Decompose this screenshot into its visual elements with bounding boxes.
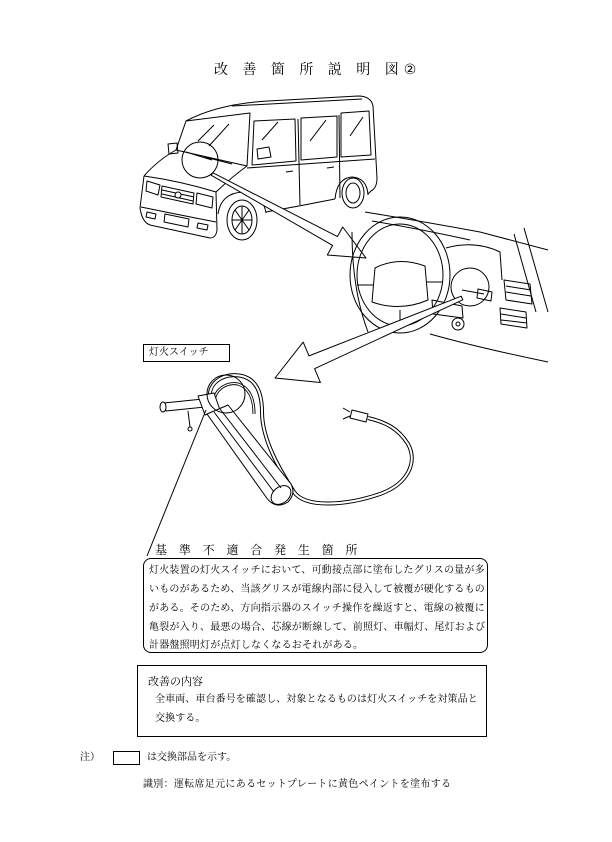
- van-illustration: [140, 96, 377, 240]
- van-sliding-door-window: [301, 116, 337, 160]
- van-wipers: [186, 152, 232, 164]
- defect-text-line: がある。そのため、方向指示器のスイッチ操作を繰返すと、電線の被覆に: [149, 603, 485, 614]
- van-front-face: [140, 176, 217, 238]
- arrow-dashboard-to-switch: [275, 296, 463, 382]
- defect-location-heading: 基 準 不 適 合 発 生 箇 所: [155, 543, 362, 557]
- van-window-glare-lines: [198, 117, 363, 146]
- ignition-key-cylinder: [452, 318, 464, 330]
- switch-mount-screw: [188, 411, 190, 427]
- defect-description-box: [143, 558, 488, 653]
- note-text: は交換部品を示す。: [147, 752, 237, 763]
- improvement-text-line: 交換する。: [155, 713, 206, 724]
- switch-stalk-tip: [160, 402, 166, 412]
- defect-text-line: いものがあるため、当該グリスが電線内部に侵入して被覆が硬化するもの: [149, 584, 485, 595]
- van-headlight-left: [146, 181, 160, 195]
- improvement-heading: 改善の内容: [148, 675, 203, 688]
- van-headlight-right: [196, 193, 213, 208]
- van-rear-hubcap: [346, 183, 360, 203]
- dashboard-lower-edge: [430, 334, 548, 362]
- defect-leader-line: [147, 410, 206, 556]
- van-bumper-line: [141, 207, 216, 222]
- defect-text-line: 亀裂が入り、最悪の場合、芯線が断線して、前照灯、車幅灯、尾灯および: [149, 622, 486, 633]
- steering-wheel-hub: [372, 261, 428, 306]
- note-prefix: 注）: [80, 752, 100, 763]
- van-windshield: [176, 113, 250, 166]
- switch-stalk-lever: [164, 399, 205, 411]
- van-rear-window: [341, 111, 371, 157]
- ignition-key-slot: [456, 322, 460, 326]
- switch-label: 灯火スイッチ: [149, 347, 209, 358]
- air-vent-lower: [500, 308, 527, 328]
- van-emblem: [175, 192, 181, 198]
- van-door-handles: [286, 167, 334, 172]
- arrow-van-to-dashboard: [211, 173, 366, 258]
- improvement-box: [137, 665, 487, 737]
- light-switch-illustration: [160, 375, 412, 508]
- defect-text-line: 計器盤照明灯が点灯しなくなるおそれがある。: [149, 640, 364, 651]
- van-side-mirror-right: [257, 147, 271, 159]
- defect-text-line: 灯火装置の灯火スイッチにおいて、可動接点部に塗布したグリスの量が多: [149, 565, 485, 576]
- switch-label-box: [143, 344, 230, 362]
- van-front-wheel-spokes: [232, 206, 252, 234]
- improvement-text-line: 全車両、車台番号を確認し、対象となるものは灯火スイッチを対策品と: [155, 694, 478, 705]
- instrument-cluster-hood: [446, 245, 502, 280]
- replacement-part-legend-box: [113, 751, 140, 765]
- switch-connector: [343, 408, 368, 422]
- page-title: 改 善 箇 所 説 明 図②: [214, 62, 422, 78]
- dashboard-illustration: [350, 212, 548, 362]
- dashboard-a-pillar: [514, 228, 548, 312]
- switch-mount-screw-head: [188, 427, 192, 431]
- identification-note: 識別：運転席足元にあるセットプレートに黄色ペイントを塗布する: [143, 779, 452, 790]
- air-vent-upper: [504, 280, 532, 304]
- switch-harness-wire: [294, 418, 412, 504]
- steering-wheel-spokes: [357, 282, 443, 326]
